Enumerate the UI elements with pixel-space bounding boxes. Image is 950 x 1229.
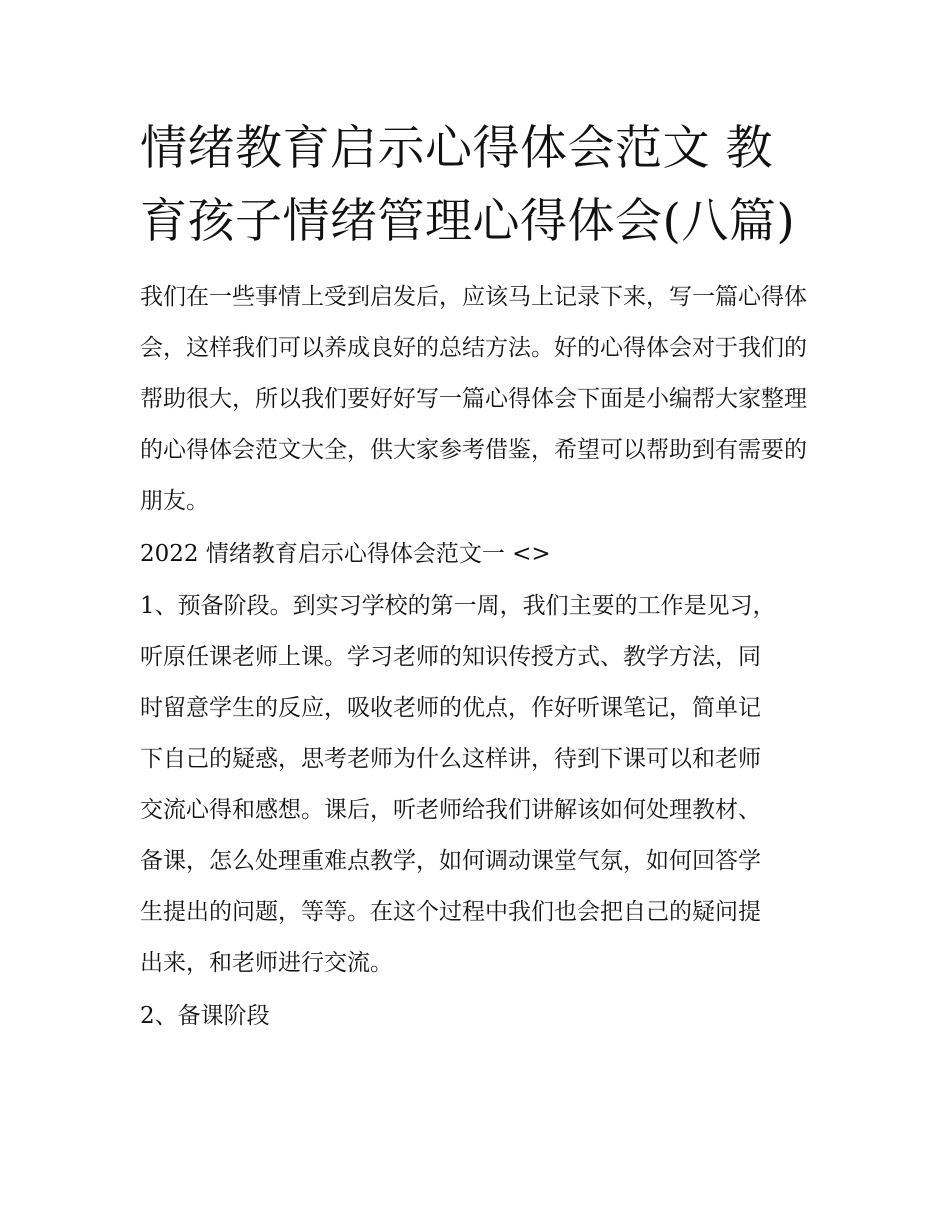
step-one-paragraph: 1、预备阶段。到实习学校的第一周，我们主要的工作是见习，听原任课老师上课。学习老师的知识传授方式、教学方法，同时留意学生的反应，吸收老师的优点，作好听课笔记，简单记下自己的疑惑，思考老师为什么这样讲，待到下课可以和老师交流心得和感想。课后，听老师给我们讲解该如何处理教材、备课，怎么处理重难点教学，如何调动课堂气氛，如何回答学生提出的问题，等等。在这个过程中我们也会把自己的疑问提出来，和老师进行交流。: [140, 593, 776, 976]
document-page: [140, 112, 815, 1042]
intro-paragraph: 我们在一些事情上受到启发后，应该马上记录下来，写一篇心得体会，这样我们可以养成良好的总结方法。好的心得体会对于我们的帮助很大，所以我们要好好写一篇心得体会下面是小编帮大家整理的心得体会范文大全，供大家参考借鉴，希望可以帮助到有需要的朋友。: [140, 284, 807, 514]
section-heading: 2022 情绪教育启示心得体会范文一 <>: [140, 541, 551, 567]
step-two-heading: 2、备课阶段: [140, 1003, 270, 1029]
document-title: 情绪教育启示心得体会范文 教育孩子情绪管理心得体会(八篇): [140, 121, 796, 249]
